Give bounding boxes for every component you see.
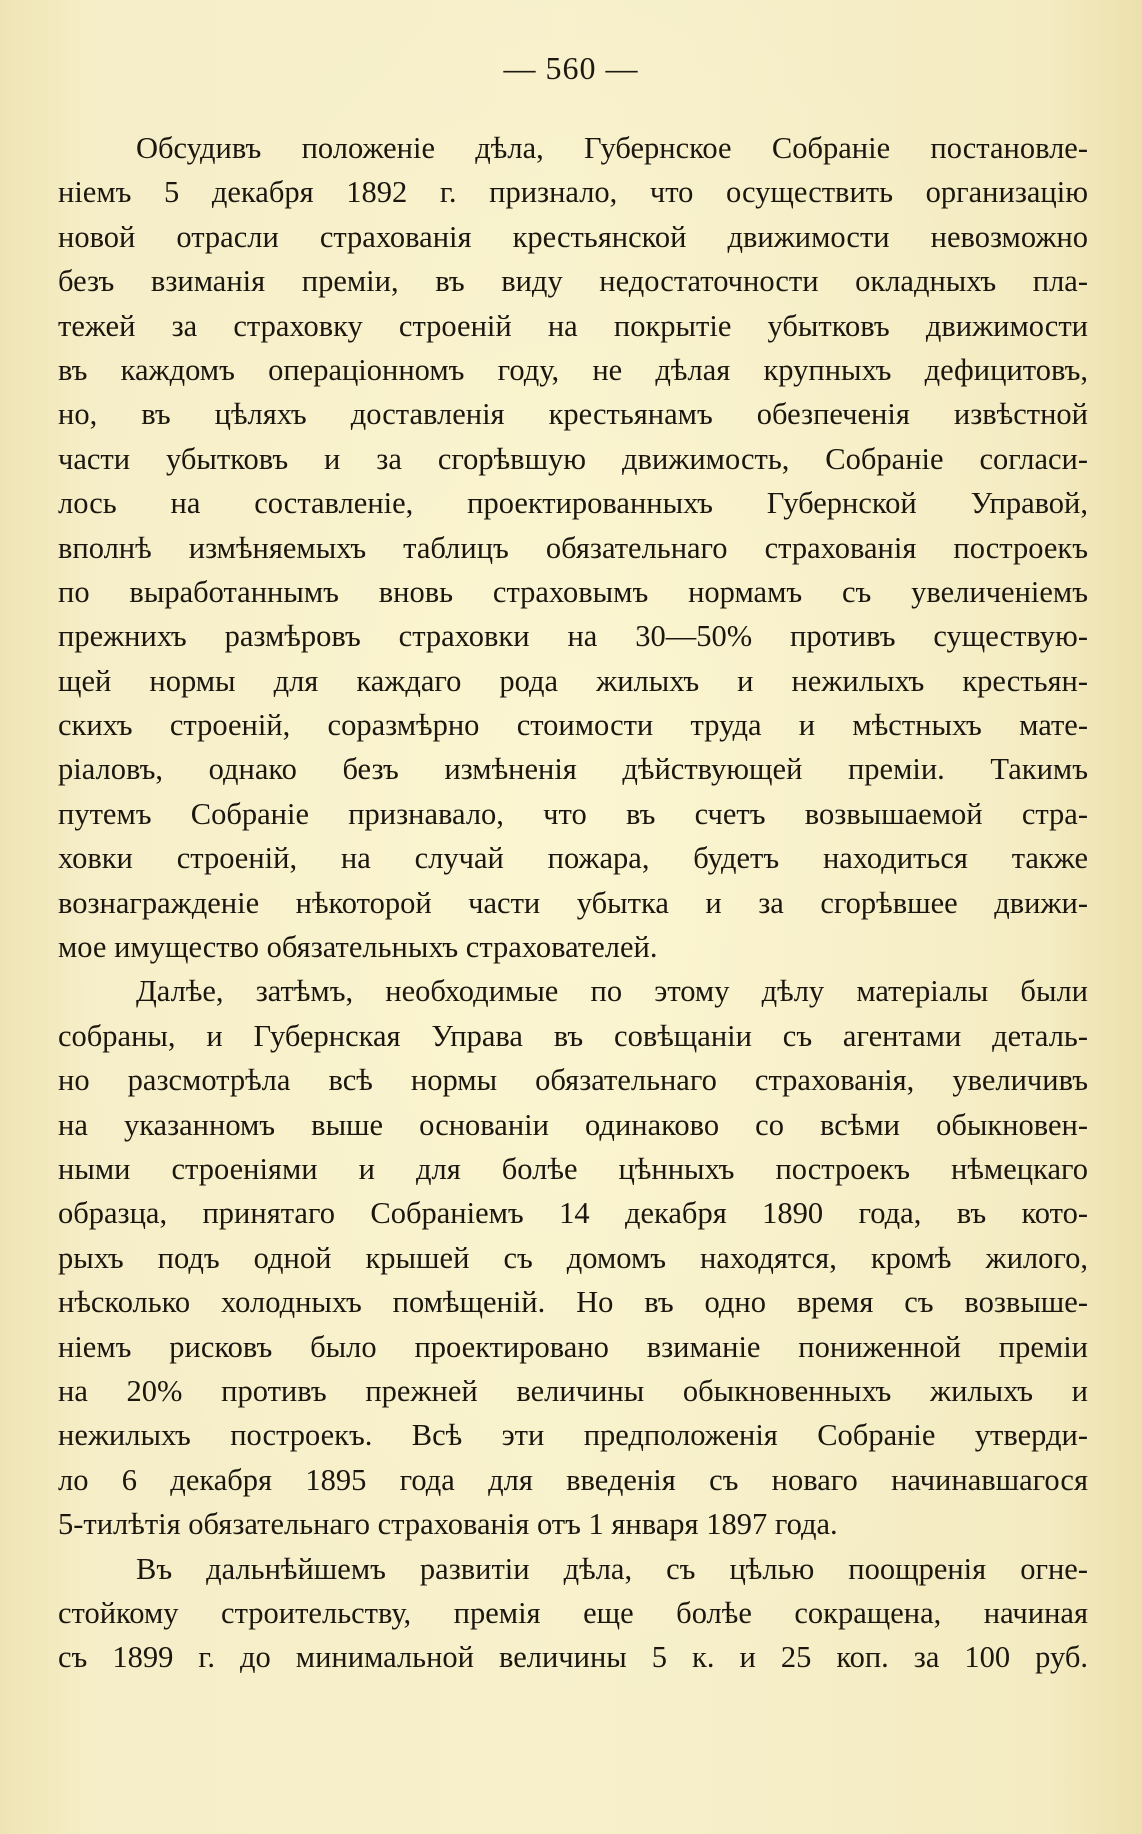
paragraph-2 — [58, 969, 1088, 1546]
text-line: стойкому строительству, премія еще болѣе сокращена, начиная — [58, 1595, 1088, 1630]
text-line: 5-тилѣтія обязательнаго страхованія отъ 1 января 1897 года. — [58, 1507, 838, 1542]
text-line: но разсмотрѣла всѣ нормы обязательнаго страхованія, увеличивъ — [58, 1063, 1088, 1098]
text-line: новой отрасли страхованія крестьянской движимости невозможно — [58, 219, 1088, 254]
text-line: щей нормы для каждаго рода жилыхъ и нежилыхъ крестьян- — [58, 663, 1088, 698]
text-line: скихъ строеній, соразмѣрно стоимости труда и мѣстныхъ мате- — [58, 708, 1088, 743]
text-line: по выработаннымъ вновь страховымъ нормамъ съ увеличеніемъ — [58, 574, 1088, 609]
text-line: съ 1899 г. до минимальной величины 5 к. и 25 коп. за 100 руб. — [58, 1640, 1088, 1675]
text-line: въ каждомъ операціонномъ году, не дѣлая крупныхъ дефицитовъ, — [58, 352, 1088, 387]
text-line: безъ взиманія преміи, въ виду недостаточности окладныхъ пла- — [58, 264, 1088, 299]
paragraph-3 — [58, 1547, 1088, 1680]
body-text — [58, 126, 1088, 1680]
text-line: прежнихъ размѣровъ страховки на 30—50% противъ существую- — [58, 619, 1088, 654]
text-line: на указанномъ выше основаніи одинаково со всѣми обыкновен- — [58, 1107, 1088, 1142]
text-line: рыхъ подъ одной крышей съ домомъ находятся, кромѣ жилого, — [58, 1240, 1088, 1275]
text-line: части убытковъ и за сгорѣвшую движимость, Собраніе согласи- — [58, 441, 1088, 476]
text-line: ло 6 декабря 1895 года для введенія съ новаго начинавшагося — [58, 1462, 1088, 1497]
text-line: Обсудивъ положеніе дѣла, Губернское Собраніе постановле- — [136, 131, 1088, 165]
text-line: на 20% противъ прежней величины обыкновенныхъ жилыхъ и — [58, 1373, 1088, 1408]
text-line: Въ дальнѣйшемъ развитіи дѣла, съ цѣлью поощренія огне- — [136, 1551, 1088, 1586]
text-line: вполнѣ измѣняемыхъ таблицъ обязательнаго страхованія построекъ — [58, 530, 1088, 565]
text-line: ріаловъ, однако безъ измѣненія дѣйствующей преміи. Такимъ — [58, 752, 1088, 787]
text-line: тежей за страховку строеній на покрытіе убытковъ движимости — [58, 308, 1088, 343]
text-line: образца, принятаго Собраніемъ 14 декабря 1890 года, въ кото- — [58, 1196, 1088, 1231]
text-line: мое имущество обязательныхъ страхователей. — [58, 930, 658, 965]
text-line: вознагражденіе нѣкоторой части убытка и за сгорѣвшее движи- — [58, 885, 1088, 920]
text-line: ховки строеній, на случай пожара, будетъ находиться также — [58, 841, 1088, 876]
text-line: собраны, и Губернская Управа въ совѣщаніи съ агентами деталь- — [58, 1018, 1088, 1053]
text-line: ніемъ рисковъ было проектировано взиманіе пониженной преміи — [58, 1329, 1088, 1364]
text-line: ніемъ 5 декабря 1892 г. признало, что осуществить организацію — [58, 175, 1088, 210]
text-line: путемъ Собраніе признавало, что въ счетъ возвышаемой стра- — [58, 796, 1088, 831]
text-line: Далѣе, затѣмъ, необходимые по этому дѣлу матеріалы были — [136, 974, 1088, 1009]
text-line: лось на составленіе, проектированныхъ Губернской Управой, — [58, 486, 1088, 521]
page-number: — 560 — — [503, 50, 639, 86]
paragraph-1 — [58, 126, 1088, 969]
text-line: нѣсколько холодныхъ помѣщеній. Но въ одно время съ возвыше- — [58, 1285, 1088, 1320]
text-line: ными строеніями и для болѣе цѣнныхъ построекъ нѣмецкаго — [58, 1151, 1088, 1186]
text-line: нежилыхъ построекъ. Всѣ эти предположенія Собраніе утверди- — [58, 1418, 1088, 1453]
text-line: но, въ цѣляхъ доставленія крестьянамъ обезпеченія извѣстной — [58, 397, 1088, 432]
